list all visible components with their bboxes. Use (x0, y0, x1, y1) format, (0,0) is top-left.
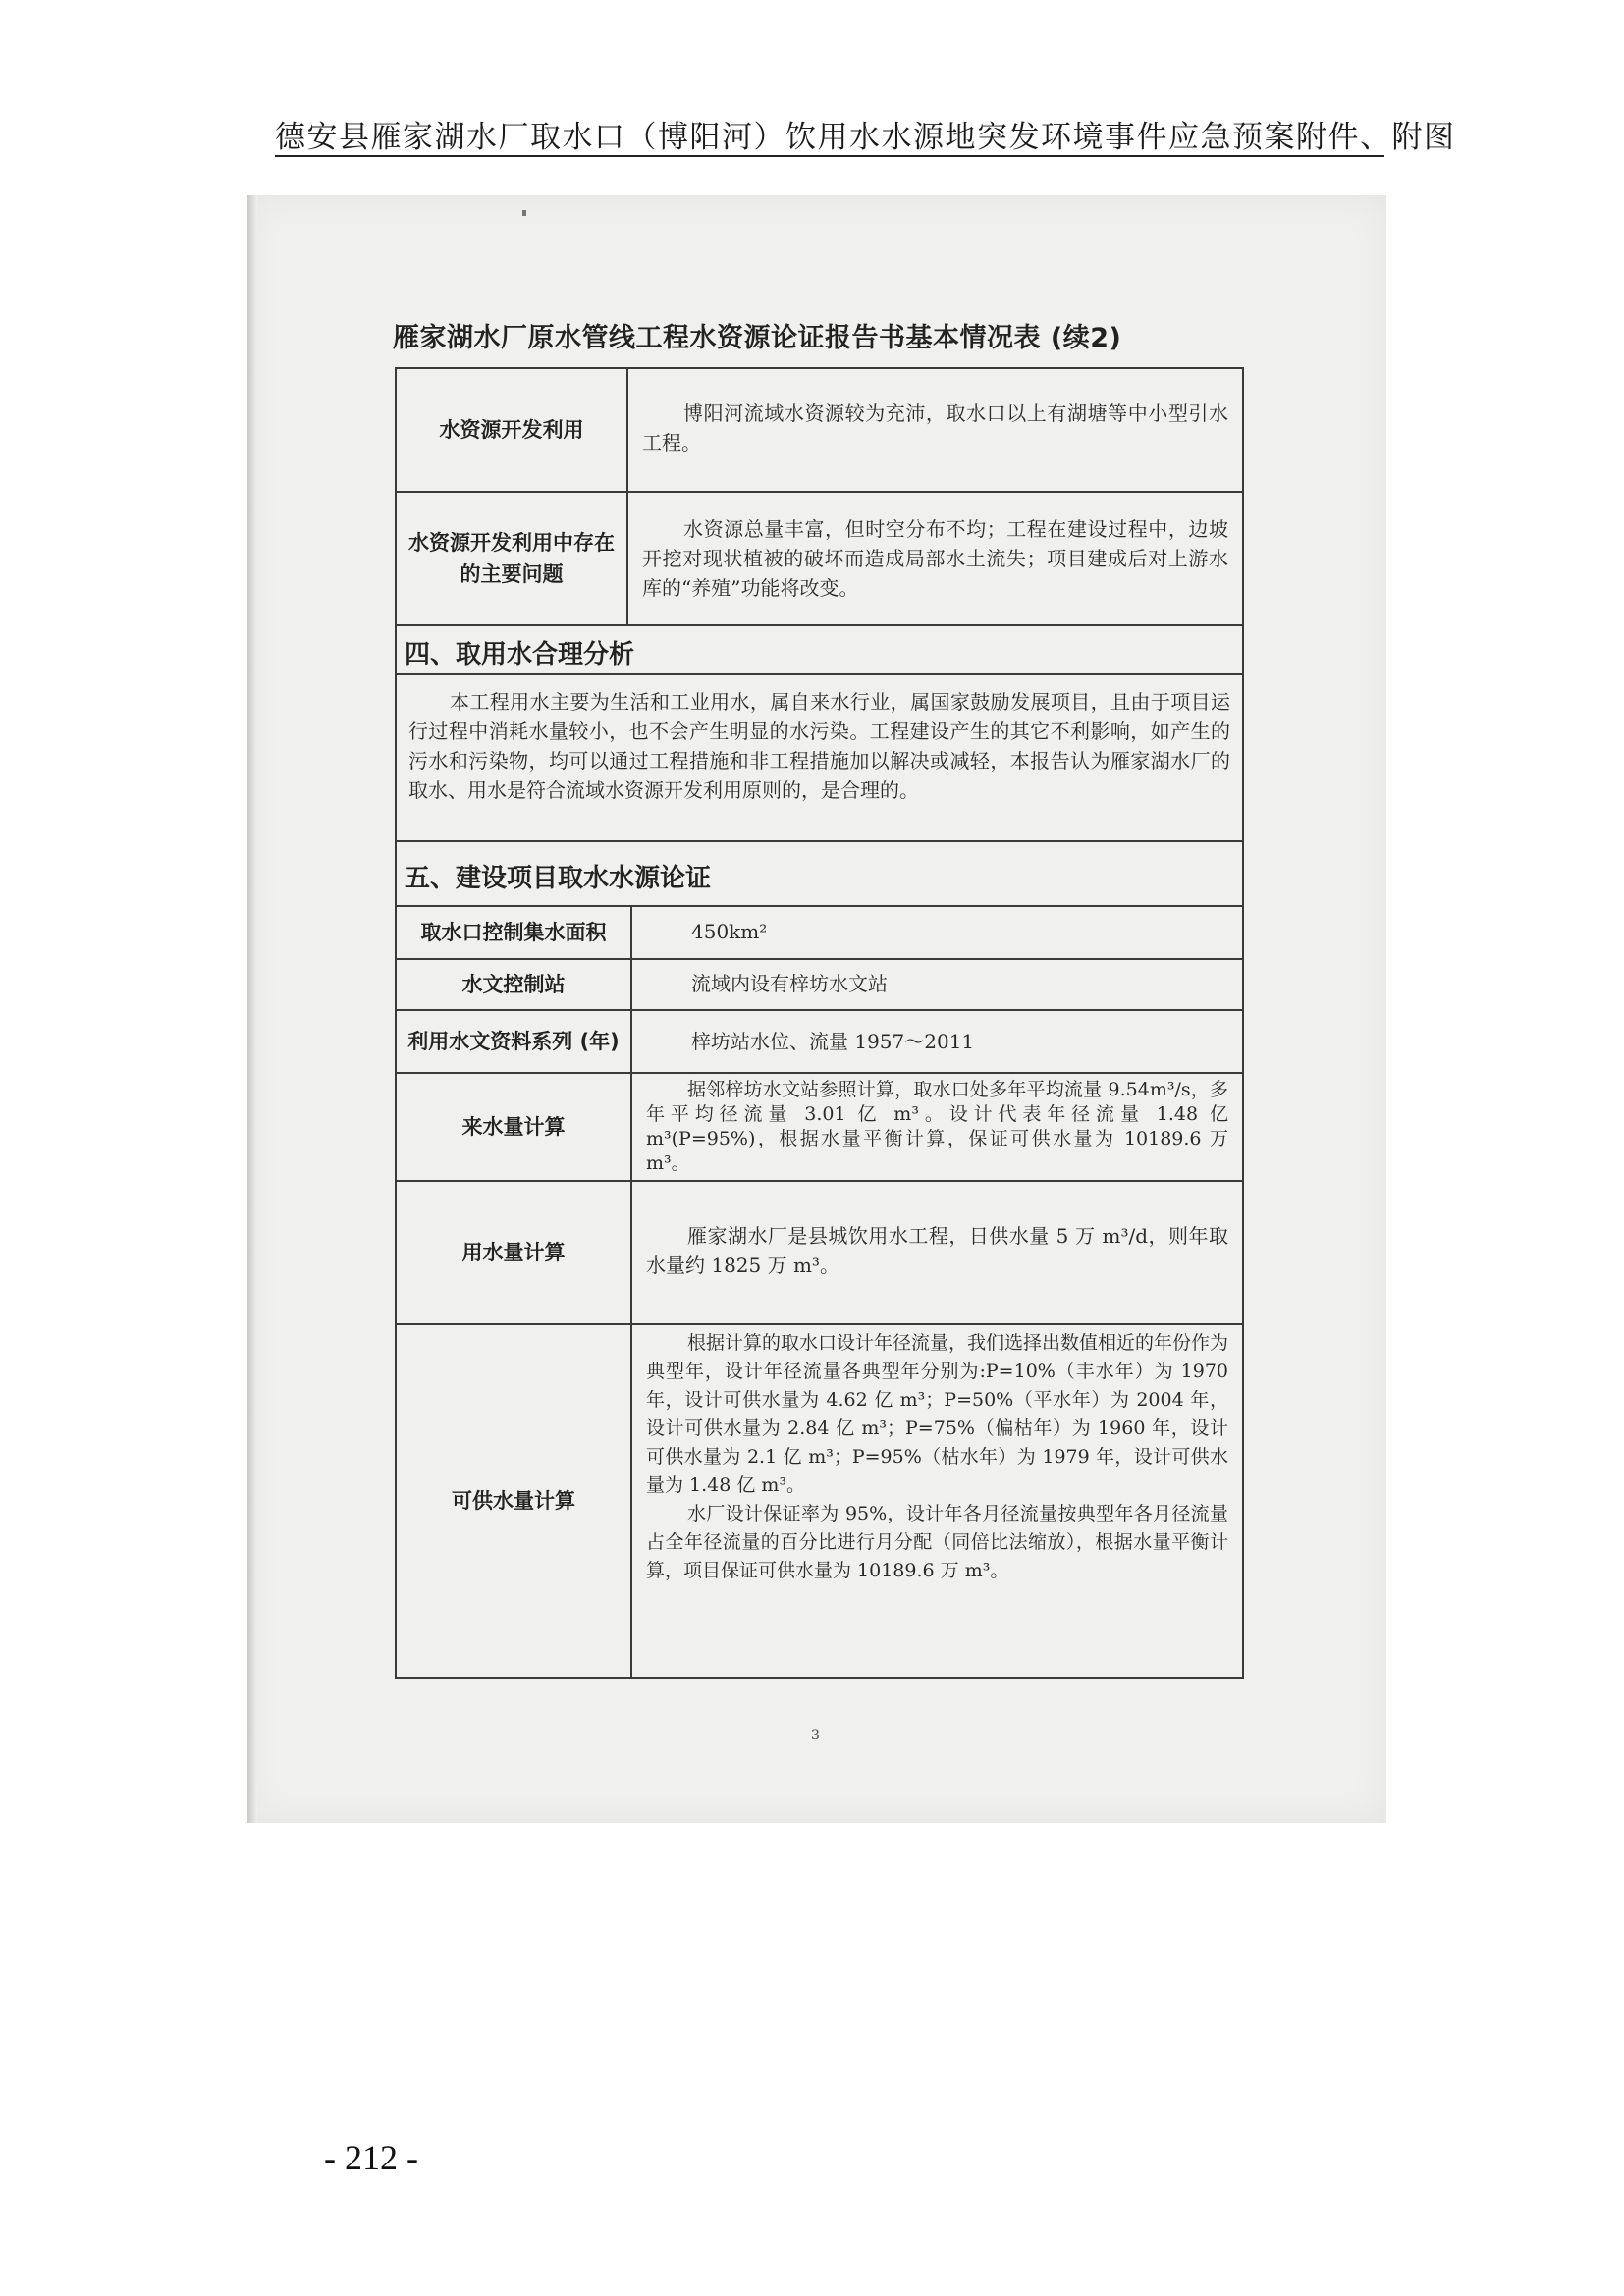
supply-paragraph-1: 根据计算的取水口设计年径流量，我们选择出数值相近的年份作为典型年，设计年径流量各典型年分别为:P=10%（丰水年）为 1970 年，设计可供水量为 4.62 亿 m³；P=50%（平水年）为 2004 年，设计可供水量为 2.84 亿 m³；P=75%（偏枯年）为 1960 年，设计可供水量为 2.1 亿 m³；P=95%（枯水年）为 1979 年，设计可供水量为 1.48 亿 m³。 (646, 1332, 1229, 1496)
row-label: 可供水量计算 (397, 1325, 632, 1677)
row-content: 梓坊站水位、流量 1957～2011 (691, 1030, 975, 1053)
scan-shadow-edge (247, 195, 257, 1823)
row-content: 450km² (691, 920, 768, 943)
row-label: 来水量计算 (397, 1074, 632, 1180)
table-row-hydrologic-series (395, 1011, 1244, 1074)
scan-page-number: 3 (811, 1728, 820, 1743)
table-row-water-problems (395, 493, 1244, 626)
info-table (395, 367, 1244, 1679)
row-label: 水资源开发利用 (397, 369, 628, 491)
row-label: 水资源开发利用中存在的主要问题 (397, 493, 628, 624)
row-content: 流域内设有梓坊水文站 (691, 972, 888, 995)
row-label: 取水口控制集水面积 (397, 907, 632, 958)
section-paragraph: 本工程用水主要为生活和工业用水，属自来水行业，属国家鼓励发展项目，且由于项目运行过程中消耗水量较小，也不会产生明显的水污染。工程建设产生的其它不利影响，如产生的污水和污染物，均可以通过工程措施和非工程措施加以解决或减轻，本报告认为雁家湖水厂的取水、用水是符合流域水资源开发利用原则的，是合理的。 (408, 690, 1230, 802)
row-content: 据邻梓坊水文站参照计算，取水口处多年平均流量 9.54m³/s，多年平均径流量 3.01 亿 m³。设计代表年径流量 1.48 亿 m³(P=95%)，根据水量平衡计算，保证可供水量为 10189.6 万 m³。 (646, 1079, 1228, 1174)
section-heading-row (395, 842, 1244, 907)
table-row-water-use-calculation (395, 1182, 1244, 1325)
section-heading: 四、取用水合理分析 (405, 640, 635, 669)
section-text-row (395, 675, 1244, 842)
table-row-supply-calculation (395, 1325, 1244, 1679)
row-label: 用水量计算 (397, 1182, 632, 1323)
row-content (632, 1325, 1242, 1677)
report-title: 雁家湖水厂原水管线工程水资源论证报告书基本情况表 (续2) (393, 323, 1122, 353)
header-rule (275, 155, 1384, 157)
row-label: 利用水文资料系列 (年) (397, 1011, 632, 1072)
table-row-inflow-calculation (395, 1074, 1244, 1182)
supply-paragraph-2: 水厂设计保证率为 95%，设计年各月径流量按典型年各月径流量占全年径流量的百分比进行月分配（同倍比法缩放），根据水量平衡计算，项目保证可供水量为 10189.6 万 m³。 (646, 1503, 1228, 1581)
table-row-hydrologic-station (395, 960, 1244, 1011)
section-heading-row (395, 626, 1244, 675)
document-header: 德安县雁家湖水厂取水口（博阳河）饮用水水源地突发环境事件应急预案附件、附图 (275, 120, 1456, 155)
page-number: - 212 - (324, 2138, 418, 2177)
scan-speck (522, 210, 526, 216)
row-content: 水资源总量丰富，但时空分布不均；工程在建设过程中，边坡开挖对现状植被的破坏而造成局部水土流失；项目建成后对上游水库的“养殖”功能将改变。 (642, 517, 1228, 600)
row-content: 雁家湖水厂是县城饮用水工程，日供水量 5 万 m³/d，则年取水量约 1825 万 m³。 (646, 1224, 1228, 1277)
table-row-water-development (395, 369, 1244, 493)
row-label: 水文控制站 (397, 960, 632, 1009)
table-row-catchment-area (395, 907, 1244, 960)
section-heading: 五、建设项目取水水源论证 (405, 864, 712, 893)
row-content: 博阳河流域水资源较为充沛，取水口以上有湖塘等中小型引水工程。 (642, 401, 1228, 454)
